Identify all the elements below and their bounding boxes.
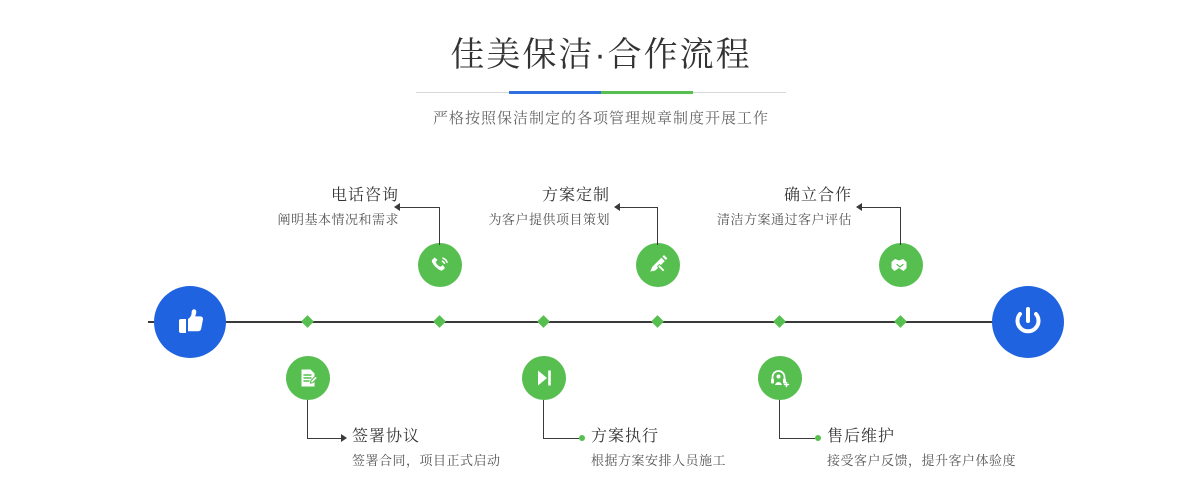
connector-vertical: [543, 400, 544, 438]
connector-horizontal: [779, 438, 815, 439]
divider-green-segment: [601, 91, 693, 94]
step-icon-handshake: [879, 243, 923, 287]
step-desc: 为客户提供项目策划: [488, 212, 610, 227]
step-desc: 阐明基本情况和需求: [277, 212, 399, 227]
step-icon-customer-service: [758, 356, 802, 400]
connector-endpoint-dot: [579, 435, 585, 441]
step-label-2: [352, 426, 501, 472]
step-desc: 根据方案安排人员施工: [591, 453, 727, 468]
axis-node-marker: [894, 315, 907, 328]
step-label-1: [254, 185, 399, 231]
step-title: 方案执行: [591, 428, 660, 445]
axis-node-marker: [537, 315, 550, 328]
step-title: 方案定制: [541, 187, 610, 204]
title-divider: [416, 92, 786, 93]
document-edit-icon: [296, 366, 320, 390]
connector-vertical: [900, 207, 901, 245]
thumbs-up-icon: [171, 303, 209, 341]
connector-arrow: [341, 434, 347, 442]
timeline-axis: [148, 321, 1060, 323]
step-icon-play-forward: [522, 356, 566, 400]
end-node-power: [992, 286, 1064, 358]
power-icon: [1009, 303, 1047, 341]
step-desc: 清洁方案通过客户评估: [716, 212, 852, 227]
connector-vertical: [439, 207, 440, 245]
step-icon-pen-ruler: [636, 243, 680, 287]
step-desc: 签署合同，项目正式启动: [352, 453, 501, 468]
step-icon-phone-call: [418, 243, 462, 287]
connector-endpoint-dot: [815, 435, 821, 441]
connector-vertical: [307, 400, 308, 438]
axis-node-marker: [651, 315, 664, 328]
step-desc: 接受客户反馈，提升客户体验度: [827, 453, 1017, 468]
axis-node-marker: [433, 315, 446, 328]
step-title: 售后维护: [827, 428, 896, 445]
step-label-4: [591, 426, 726, 472]
diagram-header: [0, 32, 1202, 128]
start-node-thumbs-up: [154, 286, 226, 358]
connector-arrow: [614, 203, 620, 211]
connector-arrow: [856, 203, 862, 211]
axis-node-marker: [773, 315, 786, 328]
connector-horizontal: [543, 438, 579, 439]
pen-ruler-icon: [646, 253, 670, 277]
axis-node-marker: [301, 315, 314, 328]
handshake-icon: [889, 253, 913, 277]
connector-horizontal: [620, 207, 658, 208]
divider-blue-segment: [509, 91, 601, 94]
connector-horizontal: [307, 438, 343, 439]
page-subtitle: 严格按照保洁制定的各项管理规章制度开展工作: [432, 110, 769, 127]
connector-vertical: [779, 400, 780, 438]
step-title: 确立合作: [783, 187, 852, 204]
step-title: 签署协议: [352, 428, 421, 445]
step-label-6: [827, 426, 1016, 472]
step-label-3: [455, 185, 610, 231]
customer-service-icon: [768, 366, 792, 390]
step-icon-document-edit: [286, 356, 330, 400]
play-forward-icon: [532, 366, 556, 390]
connector-horizontal: [862, 207, 901, 208]
connector-horizontal: [400, 207, 440, 208]
connector-vertical: [657, 207, 658, 245]
page-title: 佳美保洁·合作流程: [450, 36, 752, 74]
step-label-5: [706, 185, 852, 231]
phone-call-icon: [428, 253, 452, 277]
step-title: 电话咨询: [330, 187, 399, 204]
